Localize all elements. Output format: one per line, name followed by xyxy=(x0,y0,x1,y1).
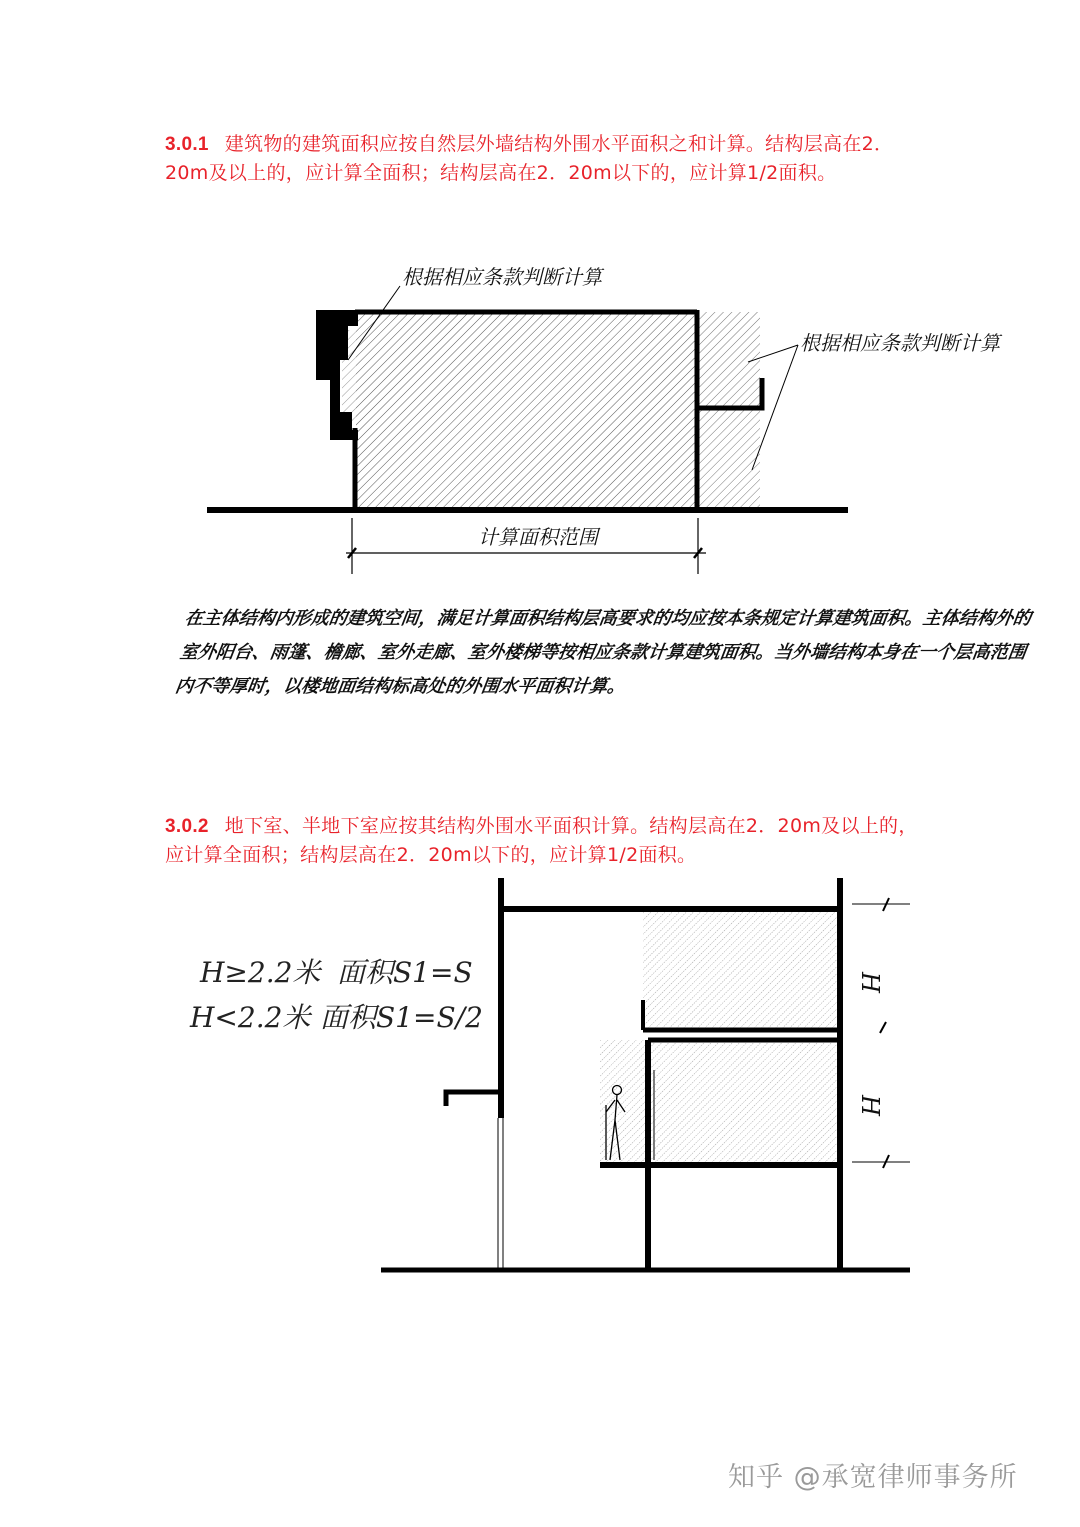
height-label-upper: H xyxy=(856,972,884,993)
clause-text: 地下室、半地下室应按其结构外围水平面积计算。结构层高在2．20m及以上的，应计算全面积；结构层高在2．20m以下的，应计算1/2面积。 xyxy=(165,815,918,866)
figure-2-diagram xyxy=(381,878,910,1270)
formula-1-condition: H≥2.2米 xyxy=(200,956,321,989)
note-paragraph: 在主体结构内形成的建筑空间，满足计算面积结构层高要求的均应按本条规定计算建筑面积。主体结构外的室外阳台、雨篷、檐廊、室外走廊、室外楼梯等按相应条款计算建筑面积。当外墙结构本身在一个层高范围内不等厚时，以楼地面结构标高处的外围水平面积计算。 xyxy=(173,608,1033,697)
label-left: 根据相应条款判断计算 xyxy=(402,265,602,289)
hatched-area-main xyxy=(356,312,696,508)
clause-number: 3.0.1 xyxy=(165,134,209,155)
clause-3-0-2 xyxy=(165,812,925,870)
hatched-lower-floor xyxy=(600,1040,838,1165)
height-label-lower: H xyxy=(856,1095,884,1116)
clause-text: 建筑物的建筑面积应按自然层外墙结构外围水平面积之和计算。结构层高在2．20m及以上的，应计算全面积；结构层高在2．20m以下的，应计算1/2面积。 xyxy=(165,133,894,184)
hatched-upper-floor xyxy=(643,912,838,1030)
formula-2-condition: H<2.2米 xyxy=(190,1001,311,1034)
formula-2-area: 面积S1=S/2 xyxy=(320,1001,483,1034)
dimension-label: 计算面积范围 xyxy=(478,525,598,549)
label-right: 根据相应条款判断计算 xyxy=(800,331,1000,355)
watermark: 知乎 @承宽律师事务所 xyxy=(728,1462,1018,1493)
formula-1-area: 面积S1=S xyxy=(337,956,473,989)
clause-number: 3.0.2 xyxy=(165,816,209,837)
